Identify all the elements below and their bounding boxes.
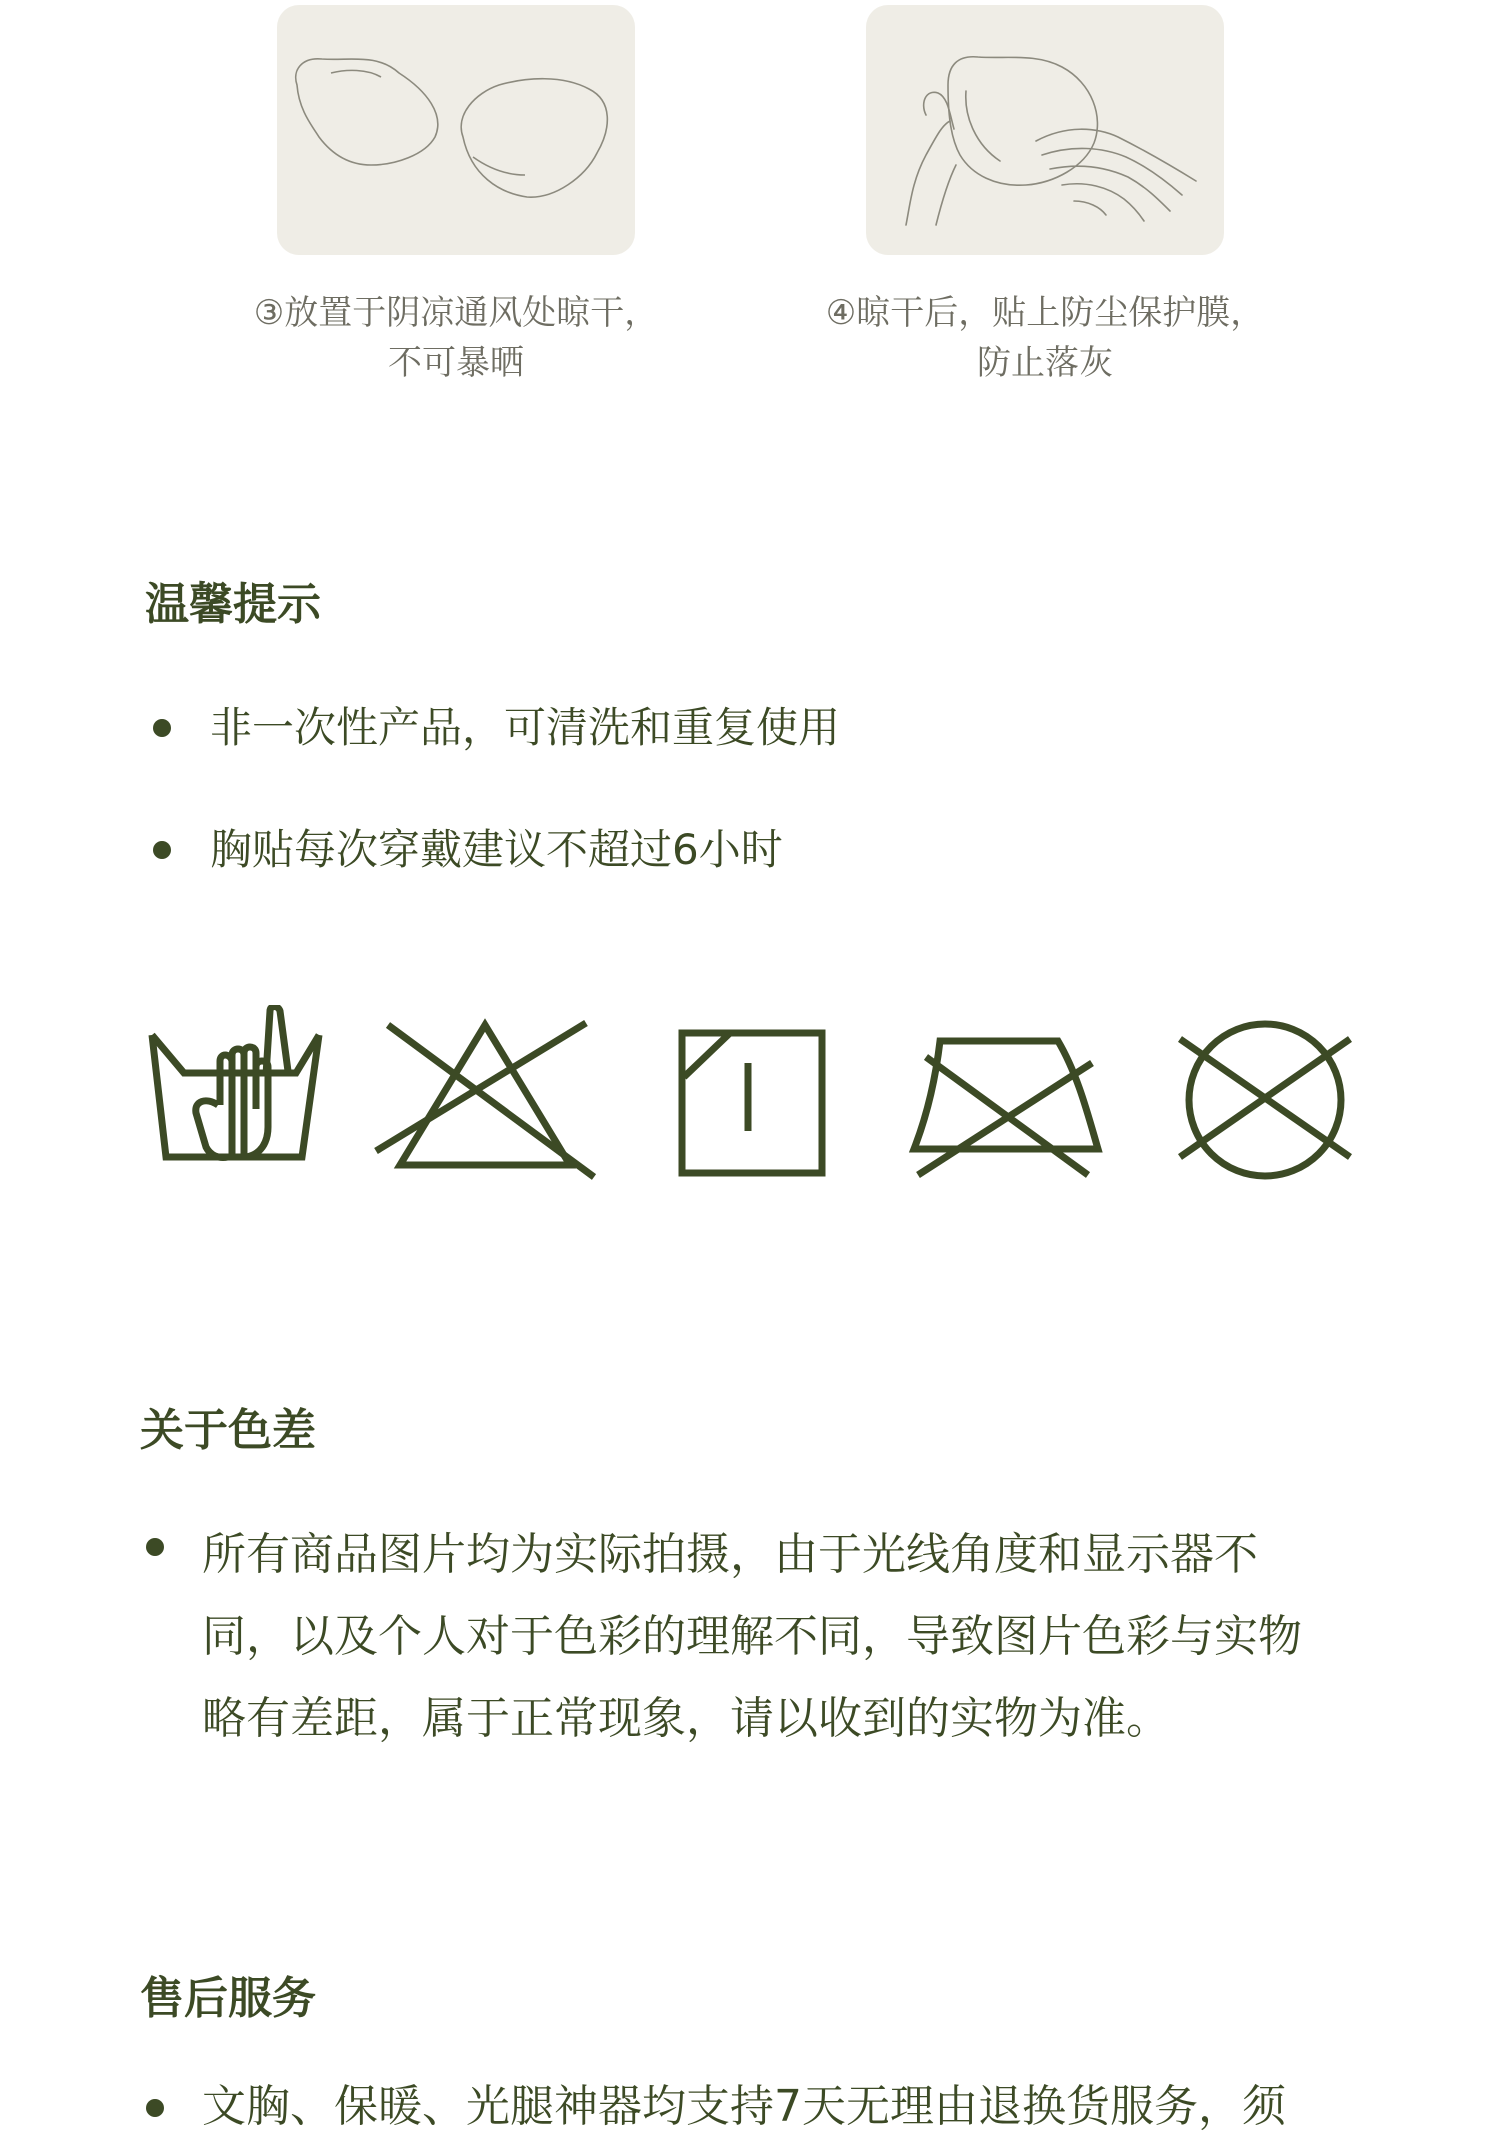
tips-title: 温馨提示 — [145, 579, 321, 630]
do-not-dry-clean-icon — [1176, 1005, 1354, 1195]
do-not-bleach-icon — [370, 1005, 600, 1195]
step-4-caption-line-1: ④晾干后，贴上防尘保护膜， — [825, 293, 1265, 333]
hand-wash-icon — [148, 1005, 323, 1195]
tips-list — [148, 700, 840, 878]
tips-item-text: 非一次性产品，可清洗和重复使用 — [210, 703, 841, 752]
two-breast-pads-drying-icon — [277, 5, 635, 255]
color-difference-list — [138, 1514, 1302, 1760]
tips-item — [148, 822, 840, 878]
step-4-caption-line-2: 防止落灰 — [977, 343, 1113, 383]
bullet-dot — [153, 719, 171, 737]
after-sales-list — [138, 2075, 1286, 2139]
bullet-dot — [153, 841, 171, 859]
color-difference-line: 同，以及个人对于色彩的理解不同，导致图片色彩与实物 — [202, 1611, 1302, 1662]
after-sales-line: 文胸、保暖、光腿神器均支持7天无理由退换货服务，须 — [202, 2081, 1286, 2132]
color-difference-title: 关于色差 — [140, 1405, 316, 1456]
color-difference-line: 略有差距，属于正常现象，请以收到的实物为准。 — [202, 1693, 1170, 1744]
hand-applying-protective-film-icon — [866, 5, 1224, 255]
color-difference-line: 所有商品图片均为实际拍摄，由于光线角度和显示器不 — [202, 1529, 1258, 1580]
tips-item — [148, 700, 840, 822]
line-dry-icon — [678, 1005, 828, 1195]
tips-item-text: 胸贴每次穿戴建议不超过6小时 — [210, 825, 783, 874]
step-4-caption — [785, 288, 1305, 388]
after-sales-title: 售后服务 — [140, 1973, 316, 2024]
color-difference-text — [138, 1514, 1302, 1760]
bullet-dot — [146, 2099, 164, 2117]
step-3-caption — [196, 288, 716, 388]
care-symbols-row — [148, 1005, 1378, 1195]
step-3-caption-line-2: 不可暴晒 — [388, 343, 524, 383]
step-3-card — [277, 5, 635, 255]
do-not-iron-icon — [908, 1005, 1108, 1195]
bullet-dot — [146, 1538, 164, 1556]
step-3-caption-line-1: ③放置于阴凉通风处晾干， — [253, 293, 659, 333]
step-4-card — [866, 5, 1224, 255]
